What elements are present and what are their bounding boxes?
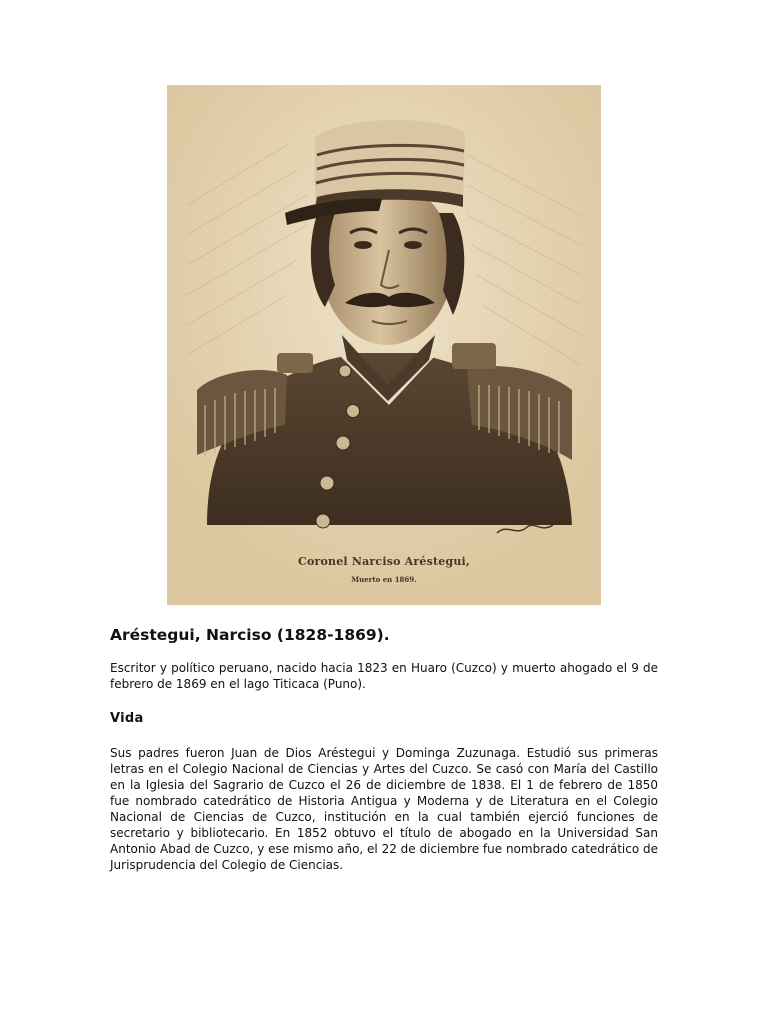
portrait-caption: Coronel Narciso Aréstegui, [298,555,470,568]
intro-paragraph: Escritor y político peruano, nacido hacia 1823 en Huaro (Cuzco) y muerto ahogado el 9 de febrero de 1869 en el lago Titicaca (Puno). [110,661,658,691]
portrait-subcaption: Muerto en 1869. [351,575,417,584]
article [110,624,658,873]
section-heading-vida: Vida [110,711,144,726]
engraved-portrait-icon [167,85,601,605]
article-title: Aréstegui, Narciso (1828-1869). [110,626,390,644]
body-paragraph: Sus padres fueron Juan de Dios Aréstegui y Dominga Zuzunaga. Estudió sus primeras letras en el Colegio Nacional de Ciencias y Artes del Cuzco. Se casó con María del Castillo en la Iglesia del Sagrario de Cuzco el 26 de diciembre de 1838. El 1 de febrero de 1850 fue nombrado catedrático de Historia Antigua y Moderna y de Literatura en el Colegio Nacional de Ciencias de Cuzco, institución en la cual también ejerció funciones de secretario y bibliotecario. En 1852 obtuvo el título de abogado en la Universidad San Antonio Abad de Cuzco, y ese mismo año, el 22 de diciembre fue nombrado catedrático de Jurisprudencia del Colegio de Ciencias. [110,746,658,872]
portrait-image [167,85,601,605]
